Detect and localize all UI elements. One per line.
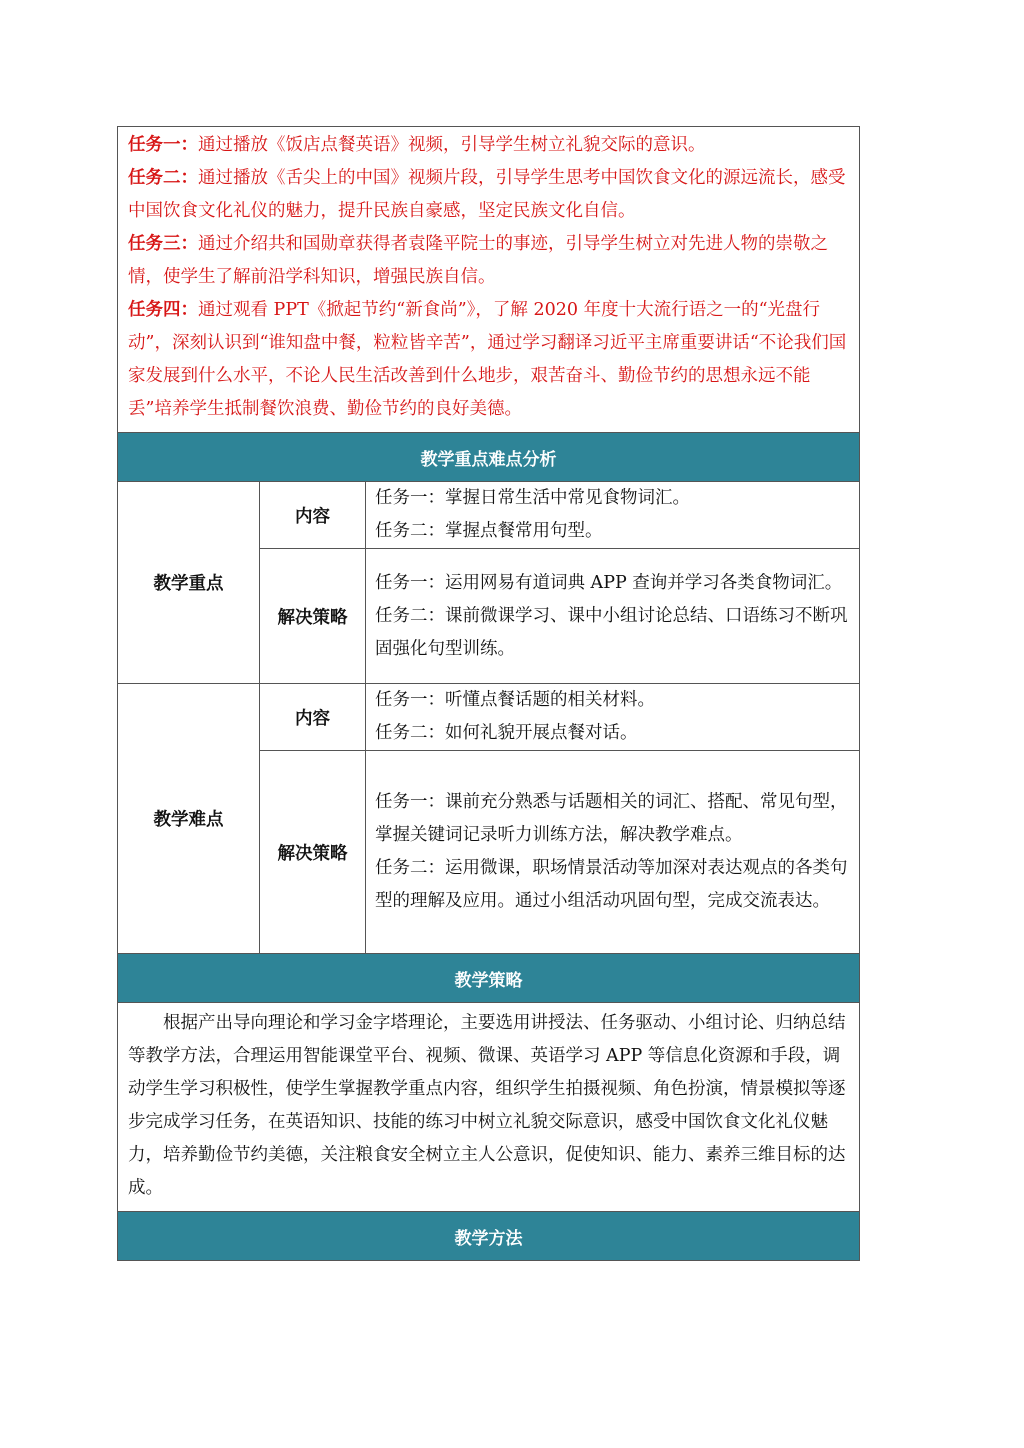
task-2 — [128, 162, 849, 228]
lesson-plan-table — [117, 126, 860, 1261]
task-1 — [128, 129, 849, 162]
strategy-paragraph: 根据产出导向理论和学习金字塔理论，主要选用讲授法、任务驱动、小组讨论、归纳总结等教学方法，合理运用智能课堂平台、视频、微课、英语学习 APP 等信息化资源和手段，调动学生学习积极性，使学生掌握教学重点内容，组织学生拍摄视频、角色扮演，情景模拟等逐步完成学习任务，在英语知识、技能的练习中树立礼貌交际意识，感受中国饮食文化礼仪魅力，培养勤俭节约美德，关注粮食安全树立主人公意识，促使知识、能力、素养三维目标的达成。 — [128, 1013, 846, 1198]
section-header-methods: 教学方法 — [118, 1212, 860, 1261]
key-points-label: 教学重点 — [118, 482, 260, 684]
key-points-content — [366, 482, 860, 549]
strategy-line: 任务二：运用微课，职场情景活动等加深对表达观点的各类句型的理解及应用。通过小组活动巩固句型，完成交流表达。 — [375, 858, 848, 911]
section-header-analysis: 教学重点难点分析 — [118, 433, 860, 482]
task-label: 任务二： — [128, 168, 198, 188]
difficulties-strategy-label: 解决策略 — [260, 751, 366, 954]
task-text: 通过播放《舌尖上的中国》视频片段，引导学生思考中国饮食文化的源远流长，感受中国饮食文化礼仪的魅力，提升民族自豪感，坚定民族文化自信。 — [128, 168, 846, 221]
lesson-plan-document — [117, 126, 859, 1261]
strategy-line: 任务一：课前充分熟悉与话题相关的词汇、搭配、常见句型，掌握关键词记录听力训练方法，解决教学难点。 — [375, 792, 848, 845]
task-label: 任务四： — [128, 300, 198, 320]
objectives-row — [118, 127, 860, 433]
task-text: 通过播放《饭店点餐英语》视频，引导学生树立礼貌交际的意识。 — [198, 135, 706, 155]
task-label: 任务一： — [128, 135, 198, 155]
content-line: 任务一：掌握日常生活中常见食物词汇。 — [375, 488, 690, 508]
task-4 — [128, 294, 849, 426]
content-line: 任务二：如何礼貌开展点餐对话。 — [375, 723, 638, 743]
objectives-cell — [118, 127, 860, 433]
task-3 — [128, 228, 849, 294]
difficulties-content-label: 内容 — [260, 684, 366, 751]
key-points-strategy-label: 解决策略 — [260, 549, 366, 684]
content-line: 任务二：掌握点餐常用句型。 — [375, 521, 603, 541]
content-line: 任务一：听懂点餐话题的相关材料。 — [375, 690, 655, 710]
difficulties-content — [366, 684, 860, 751]
section-header-strategy: 教学策略 — [118, 954, 860, 1003]
task-text: 通过介绍共和国勋章获得者袁隆平院士的事迹，引导学生树立对先进人物的崇敬之情，使学生了解前沿学科知识，增强民族自信。 — [128, 234, 828, 287]
key-points-strategy — [366, 549, 860, 684]
difficulties-label: 教学难点 — [118, 684, 260, 954]
task-text: 通过观看 PPT《掀起节约“新食尚”》，了解 2020 年度十大流行语之一的“光盘行动”，深刻认识到“谁知盘中餐，粒粒皆辛苦”，通过学习翻译习近平主席重要讲话“不论我们国家发展到什么水平，不论人民生活改善到什么地步，艰苦奋斗、勤俭节约的思想永远不能丢”培养学生抵制餐饮浪费、勤俭节约的良好美德。 — [128, 300, 847, 419]
task-label: 任务三： — [128, 234, 198, 254]
strategy-line: 任务二：课前微课学习、课中小组讨论总结、口语练习不断巩固强化句型训练。 — [375, 605, 848, 659]
key-points-content-label: 内容 — [260, 482, 366, 549]
strategy-paragraph-cell — [118, 1003, 860, 1212]
difficulties-strategy — [366, 751, 860, 954]
strategy-line: 任务一：运用网易有道词典 APP 查询并学习各类食物词汇。 — [375, 572, 843, 593]
